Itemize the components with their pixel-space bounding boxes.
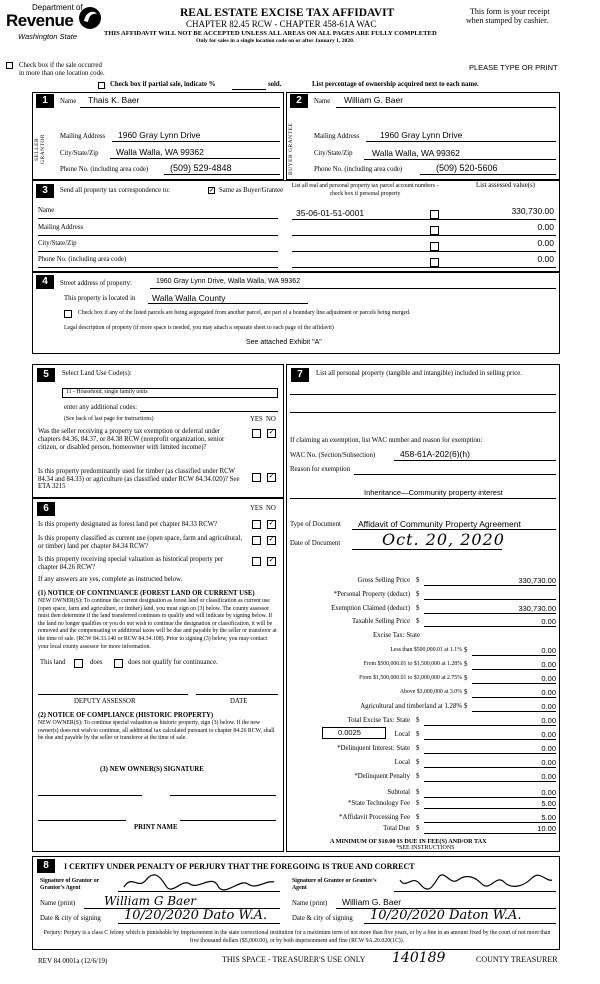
tax-line-7 [472, 683, 556, 684]
grantor-signature-scrawl [120, 872, 280, 892]
tax-cur-18: $ [416, 825, 420, 832]
exemption-reason[interactable]: Inheritance—Community property interest [364, 488, 503, 497]
same-as-buyer-checkbox[interactable]: ✓ [209, 186, 215, 194]
grantee-signature[interactable] [396, 872, 556, 892]
s5-q2-no[interactable]: ✓ [268, 472, 275, 480]
tax-value-taxable[interactable]: 0.00 [541, 617, 556, 626]
buyer-phone-line [420, 174, 556, 175]
parcel-value-4[interactable]: 0.00 [537, 254, 554, 264]
seller-city[interactable]: Walla Walla, WA 99362 [116, 147, 204, 157]
tax-cur-17: $ [416, 814, 420, 821]
partial-sale-checkbox[interactable] [98, 82, 105, 89]
minimum-note: A MINIMUM OF $10.00 IS DUE IN FEE(S) AND/OR TAX [330, 838, 487, 845]
partial-sale-pct-field[interactable] [232, 89, 266, 90]
tax-cur-0: $ [416, 577, 420, 584]
s6-q2: Is this property classified as current use (open space, farm and agricultural, or timber) land per chapter 84.34 RCW? [38, 535, 243, 550]
tax-cur-11: $ [416, 731, 420, 738]
print-name-label: PRINT NAME [134, 824, 178, 831]
tax-value-delinq-local[interactable]: 0.00 [541, 758, 556, 767]
tax-label-bracket-4: Above $3,000,000 at 3.0% [399, 689, 462, 695]
tax-label-gross: Gross Selling Price [357, 577, 410, 584]
s6-answer-note: If any answers are yes, complete as instructed below. [38, 576, 183, 583]
tax-value-subtotal[interactable]: 0.00 [541, 788, 556, 797]
treasurer-stamp-number: 140189 [392, 950, 446, 966]
continuance-title: (1) NOTICE OF CONTINUANCE (FOREST LAND OR CURRENT USE) [38, 590, 255, 597]
segregated-checkbox[interactable] [64, 310, 72, 318]
county[interactable]: Walla Walla County [152, 293, 226, 303]
tax-value-bracket-4[interactable]: 0.00 [541, 688, 556, 697]
tax-label-subtotal: Subtotal [387, 789, 410, 796]
section-8-number: 8 [37, 859, 55, 873]
section-3-number: 3 [36, 184, 54, 198]
doc-date-line [352, 549, 502, 550]
tax-cur-1: $ [416, 591, 420, 598]
tax-value-proc-fee[interactable]: 5.00 [541, 813, 556, 822]
this-land-label: This land [40, 659, 66, 666]
legal-description[interactable]: See attached Exhibit "A" [246, 339, 322, 346]
tax-label-ag: Agricultural and timberland at 1.28% [360, 703, 462, 710]
corr-phone-line [38, 267, 278, 268]
s6-q1-yes[interactable] [252, 520, 261, 529]
section-7-number: 7 [291, 368, 309, 382]
parcel-4-line [292, 267, 556, 268]
tax-label-proc-fee: *Affidavit Processing Fee [339, 814, 410, 821]
located-label: This property is located in [64, 295, 136, 302]
seller-city-line [110, 158, 280, 159]
s5-no-header: NO [266, 416, 276, 423]
land-does-not-label: does not qualify for continuance. [128, 659, 218, 666]
tax-value-bracket-1[interactable]: 0.00 [541, 646, 556, 655]
tax-label-delinq-local: Local [394, 759, 410, 766]
tax-label-tech-fee: *State Technology Fee [347, 800, 410, 807]
see-instructions-note: *SEE INSTRUCTIONS [396, 845, 455, 851]
county-line [148, 303, 308, 304]
see-back-label: (See back of last page for instructions) [64, 416, 154, 422]
tax-cur-14: $ [416, 773, 420, 780]
doc-type[interactable]: Affidavit of Community Property Agreement [358, 519, 521, 529]
tax-cur-9: $ [464, 703, 468, 710]
form-warning: THIS AFFIDAVIT WILL NOT BE ACCEPTED UNLESS ALL AREAS ON ALL PAGES ARE FULLY COMPLETED [104, 30, 437, 37]
tax-value-bracket-3[interactable]: 0.00 [541, 674, 556, 683]
reason-line-2 [290, 498, 556, 499]
buyer-phone[interactable]: (509) 520-5606 [436, 163, 498, 173]
grantor-date-city[interactable]: 10/20/2020 Dato W.A. [124, 908, 268, 923]
s5-q1-no[interactable]: ✓ [268, 428, 275, 436]
tax-label-personal: *Personal Property (deduct) [333, 591, 410, 598]
exemption-note: If claiming an exemption, list WAC number and reason for exemption: [290, 437, 483, 444]
additional-codes-field[interactable] [140, 411, 278, 412]
send-correspondence-label: Send all property tax correspondence to: [60, 187, 171, 194]
corr-name-label: Name [38, 207, 55, 214]
corr-city-line [38, 251, 278, 252]
dor-logo [6, 3, 102, 43]
tax-value-ag[interactable]: 0.00 [541, 702, 556, 711]
parcel-number-1[interactable]: 35-06-01-51-0001 [296, 208, 365, 218]
land-use-label: Select Land Use Code(s): [62, 370, 132, 377]
continuance-text: NEW OWNER(S): To continue the current designation as forest land or classification as current use (open space, farm and agriculture, or timber) land, you must sign on (3) below. The county assessor must then determine if the land transferred continues to qualify and will indicate by signing below. If the land no longer qualifies or you do not wish to continue the designation or classification, it will be removed and the compensating or additional taxes will be due and payable by the seller or transferor at the time of sale. (RCW 84.33.140 or RCW 84.34.108). Prior to signing (3) below, you may contact your local county assessor for more information. [38, 598, 277, 650]
buyer-name-line [336, 107, 556, 108]
land-use-value: 11 - Household, single family units [66, 389, 148, 395]
tax-cur-8: $ [464, 689, 468, 696]
doc-type-label: Type of Document [290, 521, 341, 528]
grantor-signature[interactable] [120, 872, 280, 892]
parcel-3-line [292, 251, 556, 252]
land-does-checkbox[interactable] [74, 659, 83, 668]
tax-cur-5: $ [464, 647, 468, 654]
parcel-value-3[interactable]: 0.00 [537, 238, 554, 248]
personal-property-line-2[interactable] [290, 412, 556, 413]
assessor-date-line[interactable] [196, 694, 278, 695]
tax-cur-15: $ [416, 789, 420, 796]
corr-addr-label: Mailing Address [38, 224, 84, 231]
parcel-1-line [292, 219, 556, 220]
personal-property-title: List all personal property (tangible and intangible) included in selling price. [316, 370, 522, 377]
new-owner-sig-line-1[interactable] [38, 795, 142, 796]
grantor-name-label: Name (print) [40, 900, 76, 907]
compliance-text: NEW OWNER(S): To continue special valuation as historic property, sign (3) below. If the new owner(s) does not wish to continue, all additional tax calculated pursuant to chapter 84.26 RCW, shall be due and payable by the seller or transferor at the time of sale. [38, 720, 275, 742]
tax-label-total-state: Total Excise Tax: State [347, 717, 410, 724]
tax-line-1 [424, 599, 556, 600]
tax-label-bracket-2: From $500,000.01 to $1,500,000 at 1.28% [363, 661, 462, 667]
grantee-sig-line [394, 891, 556, 892]
print-name-line-1[interactable] [38, 820, 126, 821]
tax-cur-6: $ [464, 661, 468, 668]
tax-line-18 [424, 833, 556, 834]
grantee-name-label: Name (print) [292, 900, 328, 907]
dept-of-text: Department of [32, 3, 83, 12]
s6-q3-yes[interactable] [252, 557, 261, 566]
tax-label-exemption: Exemption Claimed (deduct) [331, 605, 410, 612]
street-address-line [150, 288, 556, 289]
corr-phone-label: Phone No. (including area code) [38, 256, 127, 263]
partial-sale-sold: sold. [268, 81, 282, 88]
section-4-number: 4 [36, 275, 54, 289]
tax-cur-10: $ [416, 717, 420, 724]
form-subtitle: CHAPTER 82.45 RCW - CHAPTER 458-61A WAC [186, 19, 377, 29]
doc-date[interactable]: Oct. 20, 2020 [382, 530, 505, 549]
doc-date-label: Date of Document [290, 540, 341, 547]
wac-label: WAC No. (Section/Subsection) [290, 452, 376, 459]
tax-label-local: Local [394, 731, 410, 738]
grantor-date-line [118, 923, 280, 924]
tax-line-11 [424, 739, 556, 740]
tax-value-total-state[interactable]: 0.00 [541, 716, 556, 725]
partial-sale-label: Check box if partial sale, indicate % [110, 81, 216, 88]
revenue-text: Revenue [6, 11, 74, 30]
deputy-assessor-label: DEPUTY ASSESSOR [74, 698, 136, 705]
reason-line-1 [354, 474, 556, 475]
parcel-2-personal-checkbox[interactable] [430, 226, 439, 235]
legal-description-label: Legal description of property (if more space is needed, you may attach a separate sheet to each page of the affidavit) [64, 325, 334, 331]
tax-line-6 [472, 669, 556, 670]
grantee-name-print[interactable]: William G. Baer [342, 897, 402, 907]
tax-line-0 [424, 585, 556, 586]
tax-label-bracket-1: Less than $500,000.01 at 1.1% [390, 647, 462, 653]
washington-state-text: Washington State [18, 32, 78, 41]
section-2-number: 2 [290, 94, 308, 108]
tax-cur-2: $ [416, 605, 420, 612]
tax-line-9 [472, 711, 556, 712]
deputy-assessor-line[interactable] [38, 694, 188, 695]
tax-line-13 [424, 767, 556, 768]
tax-cur-12: $ [416, 745, 420, 752]
county-treasurer: COUNTY TREASURER [476, 955, 558, 964]
buyer-addr[interactable]: 1960 Gray Lynn Drive [380, 130, 463, 140]
tax-cur-13: $ [416, 759, 420, 766]
multi-location-label-1: Check box if the sale occurred [19, 62, 102, 69]
s6-no-header: NO [266, 505, 276, 512]
receipt-note-2: when stamped by cashier. [466, 16, 549, 25]
tax-line-12 [424, 753, 556, 754]
grantor-name-print[interactable]: William G Baer [104, 894, 197, 908]
s6-yes-header: YES [250, 505, 263, 512]
tax-cur-3: $ [416, 618, 420, 625]
tax-value-local[interactable]: 0.00 [541, 730, 556, 739]
tax-label-taxable: Taxable Selling Price [351, 618, 410, 625]
grantor-sig-label: Signature of Grantor or Grantor's Agent [40, 878, 100, 891]
tax-line-5 [472, 655, 556, 656]
form-only-for: Only for sales in a single location code on or after January 1, 2020. [196, 38, 355, 44]
grantee-sig-label: Signature of Grantee or Grantee's Agent [292, 878, 377, 891]
seller-phone-line [164, 174, 280, 175]
grantee-signature-scrawl [396, 872, 556, 892]
s6-q2-no[interactable]: ✓ [268, 535, 275, 543]
certify-statement: I CERTIFY UNDER PENALTY OF PERJURY THAT THE FOREGOING IS TRUE AND CORRECT [64, 862, 415, 871]
personal-property-line-1[interactable] [290, 394, 556, 395]
reason-label: Reason for exemption [290, 466, 351, 473]
grantee-date-line [364, 923, 556, 924]
buyer-phone-label: Phone No. (including area code) [314, 166, 403, 173]
buyer-city-line [364, 159, 556, 160]
tax-value-penalty[interactable]: 0.00 [541, 772, 556, 781]
tax-value-tech-fee[interactable]: 5.00 [541, 799, 556, 808]
print-name-line-2[interactable] [180, 820, 276, 821]
buyer-city[interactable]: Walla Walla, WA 99362 [372, 148, 460, 158]
parcel-3-personal-checkbox[interactable] [430, 242, 439, 251]
parcel-2-line [292, 235, 556, 236]
buyer-addr-label: Mailing Address [314, 133, 360, 140]
seller-name-line [80, 107, 280, 108]
section-6-number: 6 [37, 502, 55, 516]
parcel-header: List all real and personal property tax parcel account numbers - check box if personal property [291, 183, 439, 197]
tax-value-total-due[interactable]: 10.00 [537, 824, 556, 833]
wac-number[interactable]: 458-61A-202(6)(h) [400, 449, 470, 459]
section-6-box [32, 498, 284, 852]
seller-phone-label: Phone No. (including area code) [60, 166, 149, 173]
s6-q3: Is this property receiving special valuation as historical property per chapter 84.26 RCW? [38, 556, 224, 571]
grantee-date-label: Date & city of signing [292, 915, 353, 922]
s5-q2-yes[interactable] [252, 473, 261, 482]
revenue-logo-icon [78, 5, 102, 31]
section-5-number: 5 [37, 368, 55, 382]
grantor-sig-line [118, 891, 280, 892]
segregated-label: Check box if any of the listed parcels are being segregated from another parcel, are part of a boundary line adjustment or parcels being merged. [78, 310, 411, 316]
s5-q1-yes[interactable] [252, 429, 261, 438]
tax-value-bracket-2[interactable]: 0.00 [541, 660, 556, 669]
land-does-label: does [90, 659, 103, 666]
tax-label-delinq-state: *Delinquent Interest: State [337, 745, 410, 752]
tax-line-3 [424, 626, 556, 627]
tax-cur-16: $ [416, 800, 420, 807]
same-as-buyer-label: Same as Buyer/Grantee [219, 187, 284, 194]
multi-location-checkbox[interactable] [6, 62, 13, 69]
perjury-statement: Perjury: Perjury is a class C felony which is punishable by imprisonment in the state correctional institution for a maximum term of not more than five years, or by a fine in an amount fixed by the court of not more than five thousand dollars ($5,000.00), or by both imprisonment and fine (RCW 9A.20.020(1C)). [43, 930, 551, 944]
tax-value-exemption[interactable]: 330,730.00 [518, 604, 556, 613]
land-does-not-checkbox[interactable] [114, 659, 123, 668]
s6-q1: Is this property designated as forest land per chapter 84.33 RCW? [38, 521, 218, 528]
tax-label-bracket-3: From $1,500,000.01 to $3,000,000 at 2.75% [359, 675, 462, 681]
tax-value-gross[interactable]: 330,730.00 [518, 576, 556, 585]
seller-name[interactable]: Thais K. Baer [88, 95, 140, 105]
parcel-value-1[interactable]: 330,730.00 [511, 206, 554, 216]
seller-grantor-side-label: SELLER GRANTOR [34, 134, 46, 164]
assessor-date-label: DATE [230, 698, 248, 705]
seller-addr-line [112, 141, 280, 142]
compliance-title: (2) NOTICE OF COMPLIANCE (HISTORIC PROPERTY) [38, 712, 214, 719]
tax-line-16 [424, 808, 556, 809]
street-address-label: Street address of property: [60, 280, 132, 287]
form-title: REAL ESTATE EXCISE TAX AFFIDAVIT [180, 7, 395, 19]
ownership-pct-note: List percentage of ownership acquired next to each name. [312, 81, 479, 88]
s6-q2-yes[interactable] [252, 536, 261, 545]
tax-line-2 [424, 613, 556, 614]
section-1-number: 1 [36, 94, 54, 108]
seller-name-label: Name [60, 98, 77, 105]
tax-line-15 [424, 797, 556, 798]
buyer-grantee-side-label: BUYER GRANTEE [288, 122, 294, 176]
form-revision: REV 84 0001a (12/6/19) [38, 957, 108, 965]
corr-addr-line [38, 235, 278, 236]
buyer-name[interactable]: William G. Baer [344, 95, 404, 105]
new-owner-sig-line-2[interactable] [170, 795, 276, 796]
assessed-value-header: List assessed value(s) [476, 182, 535, 189]
buyer-addr-line [366, 141, 556, 142]
seller-city-label: City/State/Zip [60, 150, 99, 157]
type-or-print: PLEASE TYPE OR PRINT [469, 63, 558, 72]
grantor-date-label: Date & city of signing [40, 915, 101, 922]
s6-q1-no[interactable]: ✓ [268, 519, 275, 527]
buyer-city-label: City/State/Zip [314, 150, 353, 157]
tax-cur-7: $ [464, 675, 468, 682]
tax-value-delinq-state[interactable]: 0.00 [541, 744, 556, 753]
receipt-note-1: This form is your receipt [470, 7, 550, 16]
tax-line-17 [424, 822, 556, 823]
s5-q1: Was the seller receiving a property tax exemption or deferral under chapters 84.36, 84.37, or 84.38 RCW (nonprofit organization, senior citizen, or disabled person, homeowner with limited income)? [38, 428, 225, 451]
street-address[interactable]: 1960 Gray Lynn Drive, Walla Walla, WA 99362 [156, 278, 301, 285]
seller-addr[interactable]: 1960 Gray Lynn Drive [118, 130, 201, 140]
wac-line [394, 460, 556, 461]
corr-name-line [38, 218, 278, 219]
parcel-value-2[interactable]: 0.00 [537, 222, 554, 232]
s5-q2: Is this property predominantly used for timber (as classified under RCW 84.34 and 84.33) or agriculture (as classified under RCW 84.34.020)? See ETA 3215 [38, 468, 240, 490]
s5-yes-header: YES [250, 416, 263, 423]
parcel-1-personal-checkbox[interactable] [430, 210, 439, 219]
buyer-name-label: Name [314, 98, 331, 105]
tax-label-penalty: *Delinquent Penalty [354, 773, 410, 780]
tax-line-10 [424, 725, 556, 726]
tax-label-excise-state: Excise Tax: State [373, 632, 420, 639]
local-rate: 0.0025 [338, 728, 361, 737]
multi-location-label-2: in more than one location code. [19, 70, 105, 77]
corr-city-label: City/State/Zip [38, 240, 77, 247]
tax-line-8 [472, 697, 556, 698]
s6-q3-no[interactable]: ✓ [268, 556, 275, 564]
treasurer-space: THIS SPACE - TREASURER'S USE ONLY [222, 955, 366, 964]
parcel-4-personal-checkbox[interactable] [430, 258, 439, 267]
tax-line-14 [424, 781, 556, 782]
seller-addr-label: Mailing Address [60, 133, 106, 140]
grantee-date-city[interactable]: 10/20/2020 Daton W.A. [370, 908, 522, 923]
additional-codes-label: enter any additional codes: [64, 404, 138, 411]
seller-phone[interactable]: (509) 529-4848 [170, 163, 232, 173]
tax-label-total-due: Total Due [383, 825, 410, 832]
new-owner-sig-label: (3) NEW OWNER(S) SIGNATURE [100, 766, 204, 773]
